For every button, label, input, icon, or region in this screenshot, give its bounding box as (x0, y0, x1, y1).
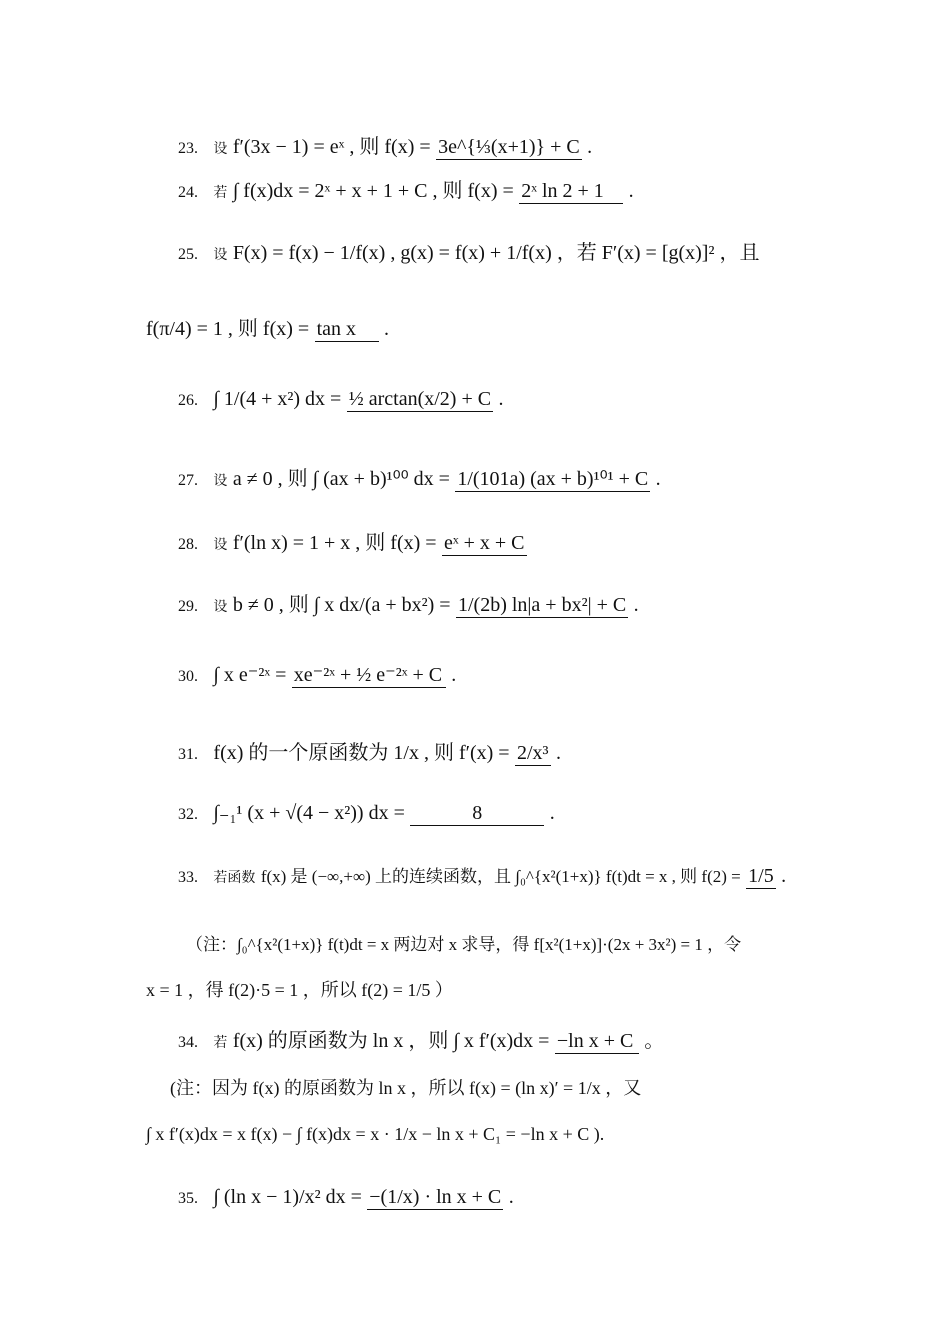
problem-25 (178, 236, 759, 265)
problem-26 (178, 388, 503, 412)
problem-31 (178, 736, 561, 766)
problem-prefix: 若 (213, 185, 228, 201)
problem-question: ∫ f(x)dx = 2ˣ + x + 1 + C , 则 f(x) = (232, 180, 514, 202)
note-text: x = 1 ，得 f(2)·5 = 1 ，所以 f(2) = 1/5 ） (146, 980, 453, 1000)
problem-question: ∫ x e⁻²ˣ = (213, 664, 287, 686)
problem-34 (178, 1024, 664, 1054)
problem-prefix: 设 (213, 599, 228, 615)
problem-answer: 1/(101a) (ax + b)¹⁰¹ + C (457, 468, 649, 490)
problem-number: 24. (178, 184, 198, 201)
problem-answer: 1/(2b) ln|a + bx²| + C (457, 594, 627, 616)
problem-28 (178, 526, 527, 556)
problem-end: . (633, 594, 639, 616)
problem-answer: ½ arctan(x/2) + C (348, 388, 492, 410)
problem-answer: 2ˣ ln 2 + 1 (519, 180, 623, 204)
problem-prefix: 若函数 (213, 870, 256, 886)
problem-number: 34. (178, 1034, 198, 1051)
problem-end: . (549, 802, 555, 824)
problem-32 (178, 800, 555, 826)
problem-question: f(π/4) = 1 , 则 f(x) = (146, 318, 310, 340)
problem-number: 23. (178, 140, 198, 157)
problem-answer: tan x (315, 318, 379, 342)
problem-number: 33. (178, 869, 198, 886)
problem-27 (178, 462, 661, 492)
problem-question: f(x) 的原函数为 ln x ，则 ∫ x f′(x)dx = (232, 1030, 550, 1052)
problem-number: 32. (178, 806, 198, 823)
problem-number: 29. (178, 598, 198, 615)
problem-number: 28. (178, 536, 198, 553)
problem-34-note (170, 1074, 641, 1100)
problem-question: a ≠ 0 , 则 ∫ (ax + b)¹⁰⁰ dx = (232, 468, 450, 490)
problem-prefix: 若 (213, 1035, 228, 1051)
problem-prefix: 设 (213, 247, 228, 263)
problem-end: . (555, 742, 561, 764)
problem-answer: 2/x³ (516, 742, 549, 764)
problem-end: 。 (644, 1030, 665, 1052)
problem-question: ∫ 1/(4 + x²) dx = (213, 388, 342, 410)
note-text: （注：∫₀^{x²(1+x)} f(t)dt = x 两边对 x 求导，得 f[x²(1+x)]·(2x + 3x²) = 1 ，令 (186, 935, 742, 954)
problem-23 (178, 130, 592, 160)
problem-35 (178, 1186, 514, 1210)
problem-end: . (655, 468, 661, 490)
problem-answer: 8 (410, 802, 544, 826)
problem-question: ∫ (ln x − 1)/x² dx = (213, 1186, 362, 1208)
problem-question: f(x) 的一个原函数为 1/x , 则 f′(x) = (213, 742, 510, 764)
problem-answer: −ln x + C (555, 1030, 639, 1054)
problem-answer: 1/5 (748, 865, 774, 887)
problem-33 (178, 862, 786, 889)
problem-number: 25. (178, 246, 198, 263)
problem-prefix: 设 (213, 537, 228, 553)
problem-number: 31. (178, 746, 198, 763)
problem-question: f′(ln x) = 1 + x , 则 f(x) = (232, 532, 437, 554)
problem-answer: −(1/x) · ln x + C (369, 1186, 502, 1208)
problem-question: ∫₋₁¹ (x + √(4 − x²)) dx = (213, 802, 405, 824)
problem-end: . (498, 388, 504, 410)
problem-24 (178, 174, 634, 204)
problem-prefix: 设 (213, 141, 228, 157)
problem-answer: xe⁻²ˣ + ½ e⁻²ˣ + C (292, 662, 446, 688)
problem-33-note (186, 930, 741, 955)
problem-question: F(x) = f(x) − 1/f(x) , g(x) = f(x) + 1/f(x) ，若 F′(x) = [g(x)]² ，且 (232, 242, 760, 264)
problem-end: . (781, 865, 787, 887)
problem-prefix: 设 (213, 473, 228, 489)
problem-25-continued (146, 312, 389, 342)
problem-end: . (587, 136, 593, 158)
problem-number: 26. (178, 392, 198, 409)
problem-end: . (384, 318, 389, 340)
note-text: ∫ x f′(x)dx = x f(x) − ∫ f(x)dx = x · 1/x − ln x + C₁ = −ln x + C ). (146, 1124, 605, 1144)
problem-number: 30. (178, 668, 198, 685)
problem-answer: 3e^{⅓(x+1)} + C (438, 136, 580, 158)
problem-question: f′(3x − 1) = eˣ , 则 f(x) = (232, 136, 431, 158)
problem-34-note-cont (146, 1124, 604, 1145)
problem-answer: eˣ + x + C (443, 532, 525, 554)
problem-30 (178, 662, 456, 688)
problem-end: . (508, 1186, 514, 1208)
problem-question: f(x) 是 (−∞,+∞) 上的连续函数，且 ∫₀^{x²(1+x)} f(t)dt = x , 则 f(2) = (260, 867, 741, 886)
problem-end: . (628, 180, 634, 202)
problem-number: 35. (178, 1190, 198, 1207)
note-text: (注：因为 f(x) 的原函数为 ln x ，所以 f(x) = (ln x)′ = 1/x ，又 (170, 1078, 642, 1098)
problem-29 (178, 588, 639, 618)
problem-number: 27. (178, 472, 198, 489)
problem-question: b ≠ 0 , 则 ∫ x dx/(a + bx²) = (232, 594, 451, 616)
problem-33-note-cont (146, 976, 453, 1002)
problem-end: . (451, 664, 457, 686)
